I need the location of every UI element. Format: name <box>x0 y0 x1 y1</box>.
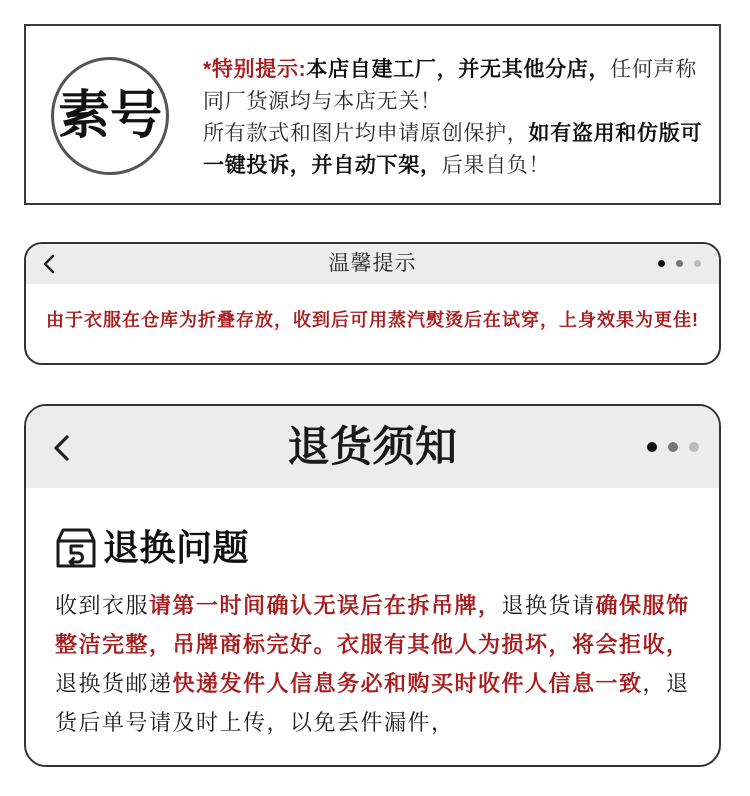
dot-light <box>689 442 699 452</box>
policy-line <box>55 703 690 742</box>
more-dots-icon[interactable] <box>26 244 719 284</box>
return-box-icon <box>55 527 97 569</box>
brand-notice-text <box>203 54 702 182</box>
policy-text: ，退 <box>642 671 690 696</box>
dot-dark <box>647 442 657 452</box>
tip-window <box>24 242 721 365</box>
brand-notice-panel <box>24 24 721 205</box>
notice-line <box>203 86 702 118</box>
dot-light <box>694 260 701 267</box>
tip-window-header <box>26 244 719 284</box>
notice-text: 任何声称 <box>610 58 697 81</box>
return-window-title: 退货须知 <box>287 423 458 470</box>
return-policy-window <box>24 404 721 767</box>
notice-line <box>203 54 702 86</box>
notice-emphasis: 如有盗用和仿版可 <box>528 122 703 145</box>
policy-text: 货后单号请及时上传，以免丢件漏件， <box>55 710 455 735</box>
notice-text: 所有款式和图片均申请原创保护， <box>203 122 529 145</box>
policy-text: 收到衣服 <box>55 593 150 618</box>
brand-logo: 素号 <box>51 57 169 175</box>
dot-dark <box>658 260 665 267</box>
notice-emphasis: 本店自建工厂，并无其他分店， <box>306 58 611 81</box>
policy-emphasis: 快递发件人信息务必和购买时收件人信息一致 <box>172 671 643 696</box>
more-dots-icon[interactable] <box>26 406 719 488</box>
policy-text: 退换货邮递 <box>55 671 173 696</box>
policy-line <box>55 586 690 625</box>
tip-window-title: 温馨提示 <box>328 252 417 275</box>
notice-line <box>203 118 702 150</box>
policy-text: 退换货请 <box>501 593 596 618</box>
return-window-header <box>26 406 719 488</box>
notice-emphasis: 一键投诉，并自动下架， <box>203 154 442 177</box>
dot-mid <box>676 260 683 267</box>
tip-message: 由于衣服在仓库为折叠存放，收到后可用蒸汽熨烫后在试穿，上身效果为更佳! <box>46 310 699 330</box>
policy-emphasis: 整洁完整，吊牌商标完好。衣服有其他人为损坏，将会拒收， <box>55 632 690 657</box>
policy-line <box>55 664 690 703</box>
policy-emphasis: 确保服饰 <box>595 593 690 618</box>
section-title: 退换问题 <box>103 527 250 568</box>
policy-emphasis: 请第一时间确认无误后在拆吊牌， <box>149 593 502 618</box>
return-policy-text <box>55 586 690 742</box>
notice-text: 同厂货源均与本店无关！ <box>203 90 442 113</box>
special-notice-label: *特别提示: <box>203 58 307 81</box>
policy-line <box>55 625 690 664</box>
notice-text: 后果自负！ <box>441 154 551 177</box>
dot-mid <box>668 442 678 452</box>
notice-line <box>203 150 702 182</box>
